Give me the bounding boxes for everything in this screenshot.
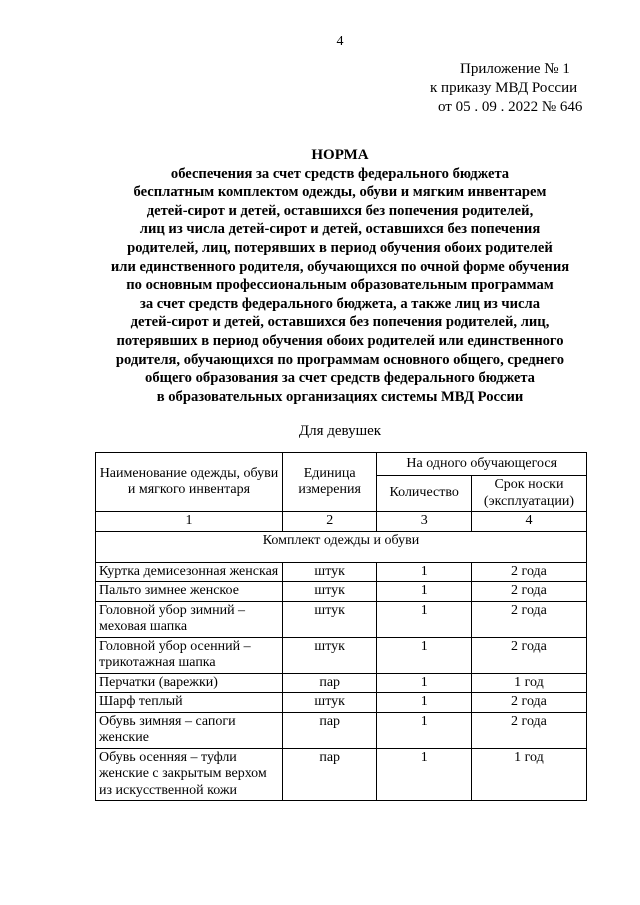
- appendix-block: [430, 60, 582, 117]
- appendix-number: Приложение № 1: [460, 61, 570, 77]
- header-unit: Единица измерения: [282, 453, 377, 512]
- item-name: Головной убор осенний – трикотажная шапка: [96, 637, 283, 673]
- table-row: [96, 601, 587, 637]
- item-unit: пар: [282, 748, 377, 801]
- title-line: в образовательных организациях системы МВД России: [156, 388, 524, 405]
- item-term: 2 года: [471, 582, 586, 602]
- item-quantity: 1: [377, 562, 472, 582]
- title-line: лиц из числа детей-сирот и детей, оставшихся без попечения: [139, 221, 541, 238]
- page-number: 4: [336, 34, 344, 49]
- item-name: Головной убор зимний – меховая шапка: [96, 601, 283, 637]
- table-header-row: [96, 453, 587, 476]
- item-term: 2 года: [471, 693, 586, 713]
- item-quantity: 1: [377, 601, 472, 637]
- item-quantity: 1: [377, 582, 472, 602]
- title-line: бесплатным комплектом одежды, обуви и мягким инвентарем: [133, 184, 547, 201]
- item-name: Шарф теплый: [96, 693, 283, 713]
- item-quantity: 1: [377, 673, 472, 693]
- title-line: по основным профессиональным образовательным программам: [126, 277, 554, 294]
- norm-table: [95, 452, 587, 801]
- header-name: Наименование одежды, обуви и мягкого инвентаря: [96, 453, 283, 512]
- item-unit: штук: [282, 582, 377, 602]
- title-line: обеспечения за счет средств федерального бюджета: [170, 165, 510, 182]
- column-number: 1: [96, 512, 283, 532]
- item-name: Обувь осенняя – туфли женские с закрытым верхом из искусственной кожи: [96, 748, 283, 801]
- item-quantity: 1: [377, 693, 472, 713]
- item-unit: штук: [282, 601, 377, 637]
- subtitle-for-girls: Для девушек: [298, 423, 382, 439]
- item-unit: пар: [282, 712, 377, 748]
- document-title: [80, 146, 600, 406]
- item-name: Перчатки (варежки): [96, 673, 283, 693]
- header-term: Срок носки (эксплуатации): [471, 476, 586, 512]
- item-unit: пар: [282, 673, 377, 693]
- item-term: 2 года: [471, 712, 586, 748]
- item-term: 2 года: [471, 601, 586, 637]
- column-number: 4: [471, 512, 586, 532]
- table-row: [96, 582, 587, 602]
- table-row: [96, 562, 587, 582]
- item-name: Обувь зимняя – сапоги женские: [96, 712, 283, 748]
- title-line: общего образования за счет средств федерального бюджета: [145, 370, 535, 387]
- title-line: родителя, обучающихся по программам основного общего, среднего: [115, 351, 565, 368]
- title-line: родителей, лиц, потерявших в период обучения обоих родителей: [127, 239, 553, 256]
- column-number: 2: [282, 512, 377, 532]
- section-row: [96, 531, 587, 562]
- item-quantity: 1: [377, 748, 472, 801]
- appendix-date: от 05 . 09 . 2022 № 646: [438, 99, 583, 115]
- title-line: детей-сирот и детей, оставшихся без попечения родителей, лиц,: [130, 314, 550, 331]
- section-title: Комплект одежды и обуви: [96, 531, 587, 562]
- appendix-order: к приказу МВД России: [430, 80, 578, 96]
- item-term: 1 год: [471, 748, 586, 801]
- item-name: Куртка демисезонная женская: [96, 562, 283, 582]
- title-heading: НОРМА: [311, 147, 369, 163]
- item-term: 2 года: [471, 562, 586, 582]
- header-per-student: На одного обучающегося: [377, 453, 587, 476]
- title-line: или единственного родителя, обучающихся по очной форме обучения: [110, 258, 570, 275]
- title-line: детей-сирот и детей, оставшихся без попечения родителей,: [146, 202, 534, 219]
- item-unit: штук: [282, 562, 377, 582]
- item-quantity: 1: [377, 637, 472, 673]
- table-row: [96, 673, 587, 693]
- table-row: [96, 637, 587, 673]
- item-name: Пальто зимнее женское: [96, 582, 283, 602]
- item-unit: штук: [282, 693, 377, 713]
- column-number-row: [96, 512, 587, 532]
- title-line: потерявших в период обучения обоих родителей или единственного: [116, 332, 564, 349]
- item-term: 1 год: [471, 673, 586, 693]
- item-unit: штук: [282, 637, 377, 673]
- item-term: 2 года: [471, 637, 586, 673]
- table-row: [96, 712, 587, 748]
- table-row: [96, 748, 587, 801]
- table-row: [96, 693, 587, 713]
- item-quantity: 1: [377, 712, 472, 748]
- header-quantity: Количество: [377, 476, 472, 512]
- title-line: за счет средств федерального бюджета, а также лиц из числа: [139, 295, 541, 312]
- column-number: 3: [377, 512, 472, 532]
